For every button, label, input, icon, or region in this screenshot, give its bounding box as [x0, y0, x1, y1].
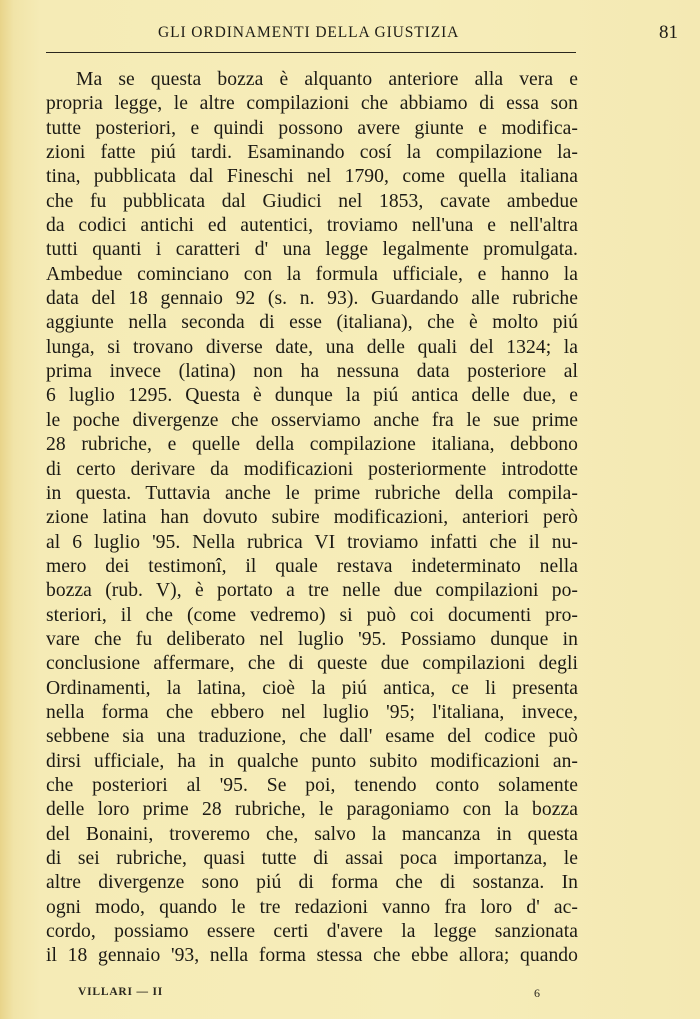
text-line: di certo derivare da modificazioni posteriormente introdotte: [46, 458, 578, 480]
text-line: zioni fatte piú tardi. Esaminando cosí la compilazione la-: [46, 142, 578, 164]
text-line: vare che fu deliberato nel luglio '95. Possiamo dunque in: [46, 628, 578, 650]
running-head: [46, 24, 678, 50]
text-line: ogni modo, quando le tre redazioni vanno fra loro d' ac-: [46, 896, 578, 918]
text-line: al 6 luglio '95. Nella rubrica VI troviamo infatti che il nu-: [46, 531, 578, 553]
text-line: Ambedue cominciano con la formula ufficiale, e hanno la: [46, 263, 578, 285]
text-line: 6 luglio 1295. Questa è dunque la piú antica delle due, e: [46, 385, 578, 407]
text-line: bozza (rub. V), è portato a tre nelle due compilazioni po-: [46, 580, 578, 602]
text-line: steriori, il che (come vedremo) si può coi documenti pro-: [46, 604, 578, 626]
text-line: prima invece (latina) non ha nessuna data posteriore al: [46, 361, 578, 383]
text-line: di sei rubriche, quasi tutte di assai poca importanza, le: [46, 848, 578, 869]
text-line: il 18 gennaio '93, nella forma stessa che ebbe allora; quando: [46, 945, 578, 967]
text-line: cordo, possiamo essere certi d'avere la legge sanzionata: [46, 921, 578, 943]
text-line: che fu pubblicata dal Giudici nel 1853, cavate ambedue: [46, 190, 578, 212]
text-line: tutte posteriori, e quindi possono avere giunte e modifica-: [46, 117, 578, 139]
text-line: 28 rubriche, e quelle della compilazione italiana, debbono: [46, 434, 578, 456]
signature-mark: VILLARI — II: [78, 986, 164, 998]
text-line: tutti quanti i caratteri d' una legge legalmente promulgata.: [46, 239, 578, 261]
running-title: GLI ORDINAMENTI DELLA GIUSTIZIA: [158, 24, 460, 41]
text-line: propria legge, le altre compilazioni che abbiamo di essa son: [46, 93, 578, 115]
text-line: tina, pubblicata dal Fineschi nel 1790, come quella italiana: [46, 166, 578, 188]
text-line: sebbene sia una traduzione, che dall' esame del codice può: [46, 726, 578, 748]
text-line: Ordinamenti, la latina, cioè la piú antica, ce li presenta: [46, 677, 578, 699]
page-number: 81: [659, 22, 678, 43]
text-line: nella forma che ebbero nel luglio '95; l'italiana, invece,: [46, 701, 578, 723]
text-line: Ma se questa bozza è alquanto anteriore alla vera e: [76, 69, 578, 90]
text-line: in questa. Tuttavia anche le prime rubriche della compila-: [46, 482, 578, 504]
text-line: dirsi ufficiale, ha in qualche punto subito modificazioni an-: [46, 750, 578, 772]
text-line: del Bonaini, troveremo che, salvo la mancanza in questa: [46, 823, 578, 845]
page-footer: [46, 986, 546, 1006]
text-line: aggiunte nella seconda di esse (italiana), che è molto piú: [46, 312, 578, 334]
text-line: zione latina han dovuto subire modificazioni, anteriori però: [46, 507, 578, 529]
text-line: data del 18 gennaio 92 (s. n. 93). Guardando alle rubriche: [46, 288, 578, 310]
text-line: altre divergenze sono piú di forma che di sostanza. In: [46, 872, 578, 894]
text-line: conclusione affermare, che di queste due compilazioni degli: [46, 653, 578, 675]
header-rule: [46, 52, 576, 53]
text-line: mero dei testimonî, il quale restava indeterminato nella: [46, 555, 578, 577]
text-line: che posteriori al '95. Se poi, tenendo conto solamente: [46, 774, 578, 796]
body-paragraph: [46, 68, 578, 969]
sheet-number: 6: [534, 986, 540, 1000]
text-line: le poche divergenze che osserviamo anche fra le sue prime: [46, 409, 578, 431]
text-line: lunga, si trovano diverse date, una delle quali del 1324; la: [46, 336, 578, 358]
text-line: da codici antichi ed autentici, troviamo nell'una e nell'altra: [46, 215, 578, 237]
text-line: delle loro prime 28 rubriche, le paragoniamo con la bozza: [46, 799, 578, 821]
